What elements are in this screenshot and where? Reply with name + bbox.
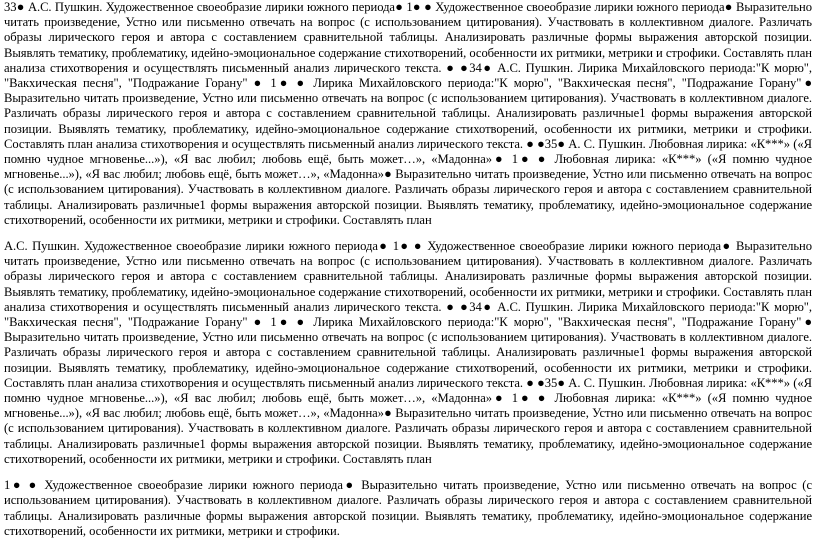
paragraph-1: 33● А.С. Пушкин. Художественное своеобразие лирики южного периода● 1● ● Художественное своеобразие лирики южного периода● Выразительно читать произведение, Устно или письменно отвечать на вопрос (с использованием цитирования). Участвовать в коллективном диалоге. Различать образы лирического героя и автора с составлением сравнительной таблицы. Анализировать различные формы выражения авторской позиции. Выявлять тематику, проблематику, идейно-эмоциональное содержание стихотворений, особенности их ритмики, метрики и строфики. Составлять план анализа стихотворения и осуществлять письменный анализ лирического текста. ● ●34● А.С. Пушкин. Лирика Михайловского периода:"К морю", "Вакхическая песня", "Подражание Горану" ● 1● ● Лирика Михайловского периода:"К морю", "Вакхическая песня", "Подражание Горану"● Выразительно читать произведение, Устно или письменно отвечать на вопрос (с использованием цитирования). Участвовать в коллективном диалоге. Различать образы лирического героя и автора с составлением сравнительной таблицы. Анализировать различные1 формы выражения авторской позиции. Выявлять тематику, проблематику, идейно-эмоциональное содержание стихотворений, особенности их ритмики, метрики и строфики. Составлять план анализа стихотворения и осуществлять письменный анализ лирического текста. ● ●35● А. С. Пушкин. Любовная лирика: «К***» («Я помню чудное мгновенье...»), «Я вас любил; любовь ещё, быть может…», «Мадонна»● 1● ● Любовная лирика: «К***» («Я помню чудное мгновенье...»), «Я вас любил; любовь ещё, быть может…», «Мадонна»● Выразительно читать произведение, Устно или письменно отвечать на вопрос (с использованием цитирования). Участвовать в коллективном диалоге. Различать образы лирического героя и автора с составлением сравнительной таблицы. Анализировать различные1 формы выражения авторской позиции. Выявлять тематику, проблематику, идейно-эмоциональное содержание стихотворений, особенности их ритмики, метрики и строфики. Составлять план [4,0,812,227]
paragraph-2: А.С. Пушкин. Художественное своеобразие лирики южного периода● 1● ● Художественное своеобразие лирики южного периода● Выразительно читать произведение, Устно или письменно отвечать на вопрос (с использованием цитирования). Участвовать в коллективном диалоге. Различать образы лирического героя и автора с составлением сравнительной таблицы. Анализировать различные формы выражения авторской позиции. Выявлять тематику, проблематику, идейно-эмоциональное содержание стихотворений, особенности их ритмики, метрики и строфики. Составлять план анализа стихотворения и осуществлять письменный анализ лирического текста. ● ●34● А.С. Пушкин. Лирика Михайловского периода:"К морю", "Вакхическая песня", "Подражание Горану" ● 1● ● Лирика Михайловского периода:"К морю", "Вакхическая песня", "Подражание Горану"● Выразительно читать произведение, Устно или письменно отвечать на вопрос (с использованием цитирования). Участвовать в коллективном диалоге. Различать образы лирического героя и автора с составлением сравнительной таблицы. Анализировать различные1 формы выражения авторской позиции. Выявлять тематику, проблематику, идейно-эмоциональное содержание стихотворений, особенности их ритмики, метрики и строфики. Составлять план анализа стихотворения и осуществлять письменный анализ лирического текста. ● ●35● А. С. Пушкин. Любовная лирика: «К***» («Я помню чудное мгновенье...»), «Я вас любил; любовь ещё, быть может…», «Мадонна»● 1● ● Любовная лирика: «К***» («Я помню чудное мгновенье...»), «Я вас любил; любовь ещё, быть может…», «Мадонна»● Выразительно читать произведение, Устно или письменно отвечать на вопрос (с использованием цитирования). Участвовать в коллективном диалоге. Различать образы лирического героя и автора с составлением сравнительной таблицы. Анализировать различные1 формы выражения авторской позиции. Выявлять тематику, проблематику, идейно-эмоциональное содержание стихотворений, особенности их ритмики, метрики и строфики. Составлять план [4,239,812,466]
paragraph-3: 1● ● Художественное своеобразие лирики южного периода● Выразительно читать произведение, Устно или письменно отвечать на вопрос (с использованием цитирования). Участвовать в коллективном диалоге. Различать образы лирического героя и автора с составлением сравнительной таблицы. Анализировать различные формы выражения авторской позиции. Выявлять тематику, проблематику, идейно-эмоциональное содержание стихотворений, особенности их ритмики, метрики и строфики. [4,478,812,538]
